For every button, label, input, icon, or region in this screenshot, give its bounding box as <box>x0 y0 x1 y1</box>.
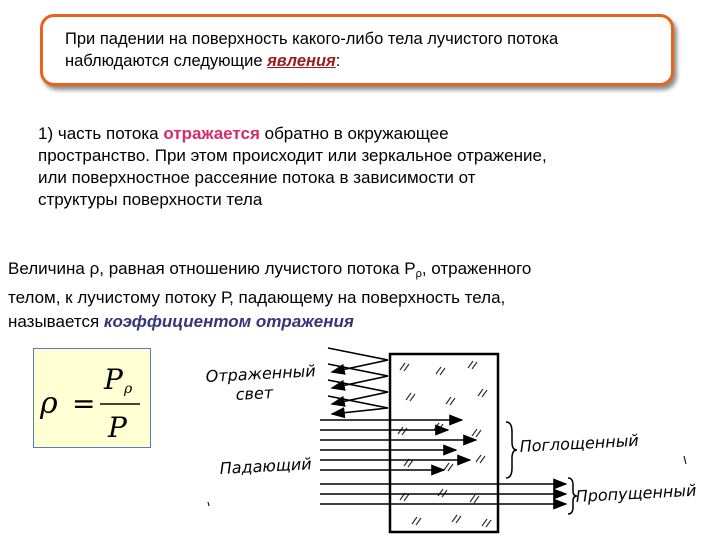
stray-mark <box>684 456 686 464</box>
reflects-keyword: отражается <box>163 124 260 143</box>
formula-denominator: P <box>108 411 127 444</box>
absorbed-label: Поглощенный <box>519 430 640 456</box>
def-part3: , отраженного <box>421 259 532 278</box>
item1-prefix: 1) часть потока <box>38 124 164 143</box>
def-line2: телом, к лучистому потоку Р, падающему на поверхность тела, <box>8 288 506 307</box>
def-rho: ρ <box>89 259 100 278</box>
item1-line2: пространство. При этом происходит или зеркальное отражение, <box>38 146 547 165</box>
formula-equals: = <box>72 387 96 420</box>
formula-lhs: ρ <box>40 386 58 421</box>
intro-line-2-end: : <box>335 52 341 70</box>
reflected-light-label-1: Отраженный <box>205 361 317 386</box>
reflected-light-label-2: свет <box>235 383 274 404</box>
reflection-paragraph <box>38 123 658 211</box>
definition-paragraph <box>8 257 708 334</box>
absorbed-bracket <box>506 422 517 478</box>
phenomena-keyword: явления <box>267 52 336 70</box>
reflection-formula-box <box>33 348 151 448</box>
transmitted-label: Пропущенный <box>575 480 697 506</box>
def-line3-start: называется <box>8 312 104 331</box>
stray-mark <box>208 502 209 506</box>
reflection-coefficient-keyword: коэффициентом отражения <box>103 312 354 331</box>
incident-light-label: Падающий <box>219 454 313 478</box>
material-slab <box>390 354 498 532</box>
formula-numerator: P <box>104 363 123 396</box>
def-sub-rho: ρ <box>415 268 422 280</box>
radiation-diagram <box>200 338 710 543</box>
reflection-formula <box>34 349 150 447</box>
reflected-rays <box>328 348 388 414</box>
item1-line3: или поверхностное рассеяние потока в зависимости от <box>38 168 476 187</box>
intro-callout-box <box>40 14 674 86</box>
item1-line1-rest: обратно в окружающее <box>259 124 449 143</box>
intro-line-1: При падении на поверхность какого-либо тела лучистого потока <box>65 30 559 48</box>
intro-text <box>65 28 665 72</box>
def-part1: Величина <box>8 259 90 278</box>
intro-line-2-start: наблюдаются следующие <box>65 52 268 70</box>
def-part2: , равная отношению лучистого потока Р <box>99 259 416 278</box>
radiation-diagram-svg <box>200 338 710 538</box>
formula-numerator-sub: ρ <box>124 381 133 397</box>
item1-line4: структуры поверхности тела <box>38 190 263 209</box>
